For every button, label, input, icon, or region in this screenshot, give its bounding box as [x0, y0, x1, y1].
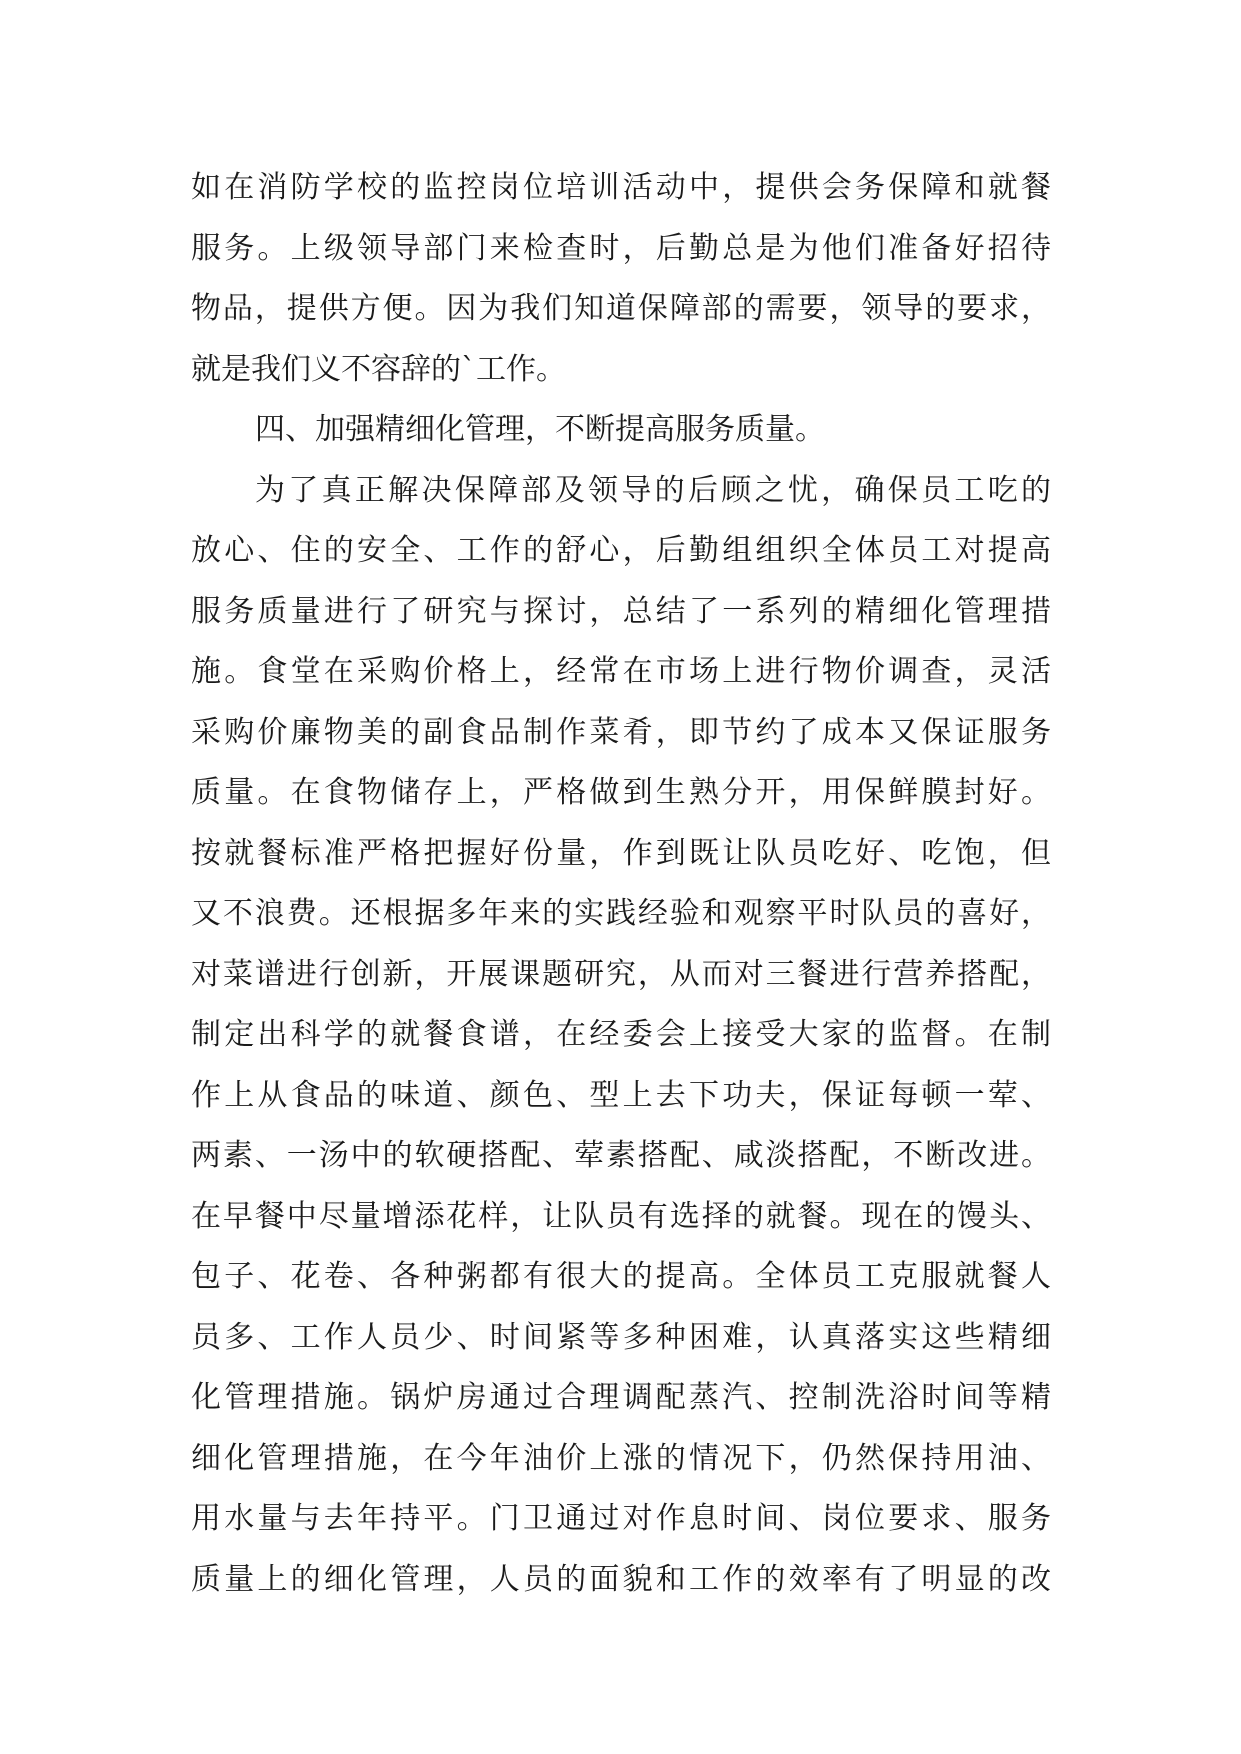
text-line: 物品，提供方便。因为我们知道保障部的需要，领导的要求， — [191, 291, 1051, 326]
text-line: 按就餐标准严格把握好份量，作到既让队员吃好、吃饱，但 — [191, 835, 1051, 871]
text-line: 细化管理措施，在今年油价上涨的情况下，仍然保持用油、 — [191, 1440, 1051, 1476]
text-line: 为了真正解决保障部及领导的后顾之忧，确保员工吃的 — [255, 472, 1051, 508]
text-line: 施。食堂在采购价格上，经常在市场上进行物价调查，灵活 — [191, 654, 1051, 689]
text-line: 质量上的细化管理，人员的面貌和工作的效率有了明显的改 — [191, 1561, 1051, 1597]
section-heading: 四、加强精细化管理，不断提高服务质量。 — [255, 412, 825, 447]
text-line: 制定出科学的就餐食谱，在经委会上接受大家的监督。在制 — [191, 1017, 1051, 1052]
text-line: 质量。在食物储存上，严格做到生熟分开，用保鲜膜封好。 — [191, 775, 1051, 810]
text-line: 在早餐中尽量增添花样，让队员有选择的就餐。现在的馒头、 — [191, 1198, 1051, 1234]
text-line: 作上从食品的味道、颜色、型上去下功夫，保证每顿一荤、 — [191, 1077, 1051, 1113]
text-line: 就是我们义不容辞的`工作。 — [191, 351, 566, 387]
document-body — [191, 158, 1051, 1610]
text-line: 员多、工作人员少、时间紧等多种困难，认真落实这些精细 — [191, 1319, 1051, 1355]
text-line: 化管理措施。锅炉房通过合理调配蒸汽、控制洗浴时间等精 — [191, 1380, 1051, 1415]
text-line: 两素、一汤中的软硬搭配、荤素搭配、咸淡搭配，不断改进。 — [191, 1138, 1051, 1173]
text-line: 对菜谱进行创新，开展课题研究，从而对三餐进行营养搭配， — [191, 956, 1051, 992]
text-line: 包子、花卷、各种粥都有很大的提高。全体员工克服就餐人 — [191, 1259, 1051, 1294]
text-line: 服务质量进行了研究与探讨，总结了一系列的精细化管理措 — [191, 593, 1051, 629]
text-line: 服务。上级领导部门来检查时，后勤总是为他们准备好招待 — [191, 230, 1051, 266]
text-line: 放心、住的安全、工作的舒心，后勤组组织全体员工对提高 — [191, 533, 1051, 568]
text-line: 如在消防学校的监控岗位培训活动中，提供会务保障和就餐 — [191, 170, 1051, 205]
text-line: 用水量与去年持平。门卫通过对作息时间、岗位要求、服务 — [191, 1501, 1051, 1536]
text-line: 又不浪费。还根据多年来的实践经验和观察平时队员的喜好， — [191, 896, 1051, 931]
text-line: 采购价廉物美的副食品制作菜肴，即节约了成本又保证服务 — [191, 714, 1051, 750]
